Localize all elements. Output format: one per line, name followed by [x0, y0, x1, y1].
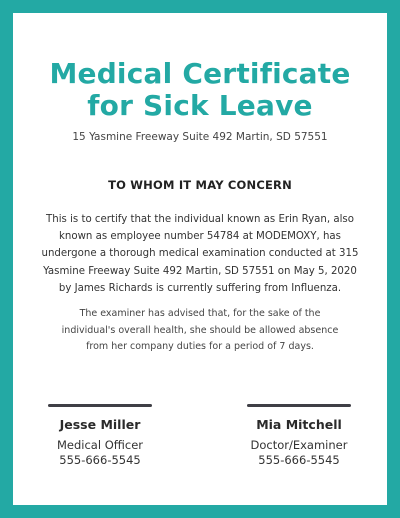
- signature-line: [247, 404, 351, 407]
- signatory-phone: 555-666-5545: [258, 453, 340, 467]
- salutation-heading: TO WHOM IT MAY CONCERN: [108, 178, 292, 192]
- signatory-name: Jesse Miller: [59, 417, 141, 432]
- signatory-role: Medical Officer: [56, 438, 143, 452]
- signature-block-examiner: [247, 404, 351, 468]
- signatory-name: Mia Mitchell: [256, 417, 342, 432]
- certificate-body-paragraph-2: The examiner has advised that, for the sake of the individual's overall health, she should be allowed absence from her company duties for a period of 7 days.: [61, 308, 339, 353]
- signatory-phone: 555-666-5545: [59, 453, 141, 467]
- clinic-address: 15 Yasmine Freeway Suite 492 Martin, SD 57551: [72, 131, 328, 143]
- title-line-2: for Sick Leave: [87, 89, 313, 122]
- signatory-role: Doctor/Examiner: [250, 438, 348, 452]
- signature-block-officer: [48, 404, 152, 468]
- signature-line: [48, 404, 152, 407]
- certificate-body-paragraph-1: This is to certify that the individual known as Erin Ryan, also known as employee number 54784 at MODEMOXY, has undergone a thorough medical examination conducted at 315 Yasmine Freeway Suite 492 Martin, SD 57551 on May 5, 2020 by James Richards is currently suffering from Influenza.: [41, 214, 359, 294]
- certificate-title: [0, 58, 400, 122]
- title-line-1: Medical Certificate: [49, 57, 351, 90]
